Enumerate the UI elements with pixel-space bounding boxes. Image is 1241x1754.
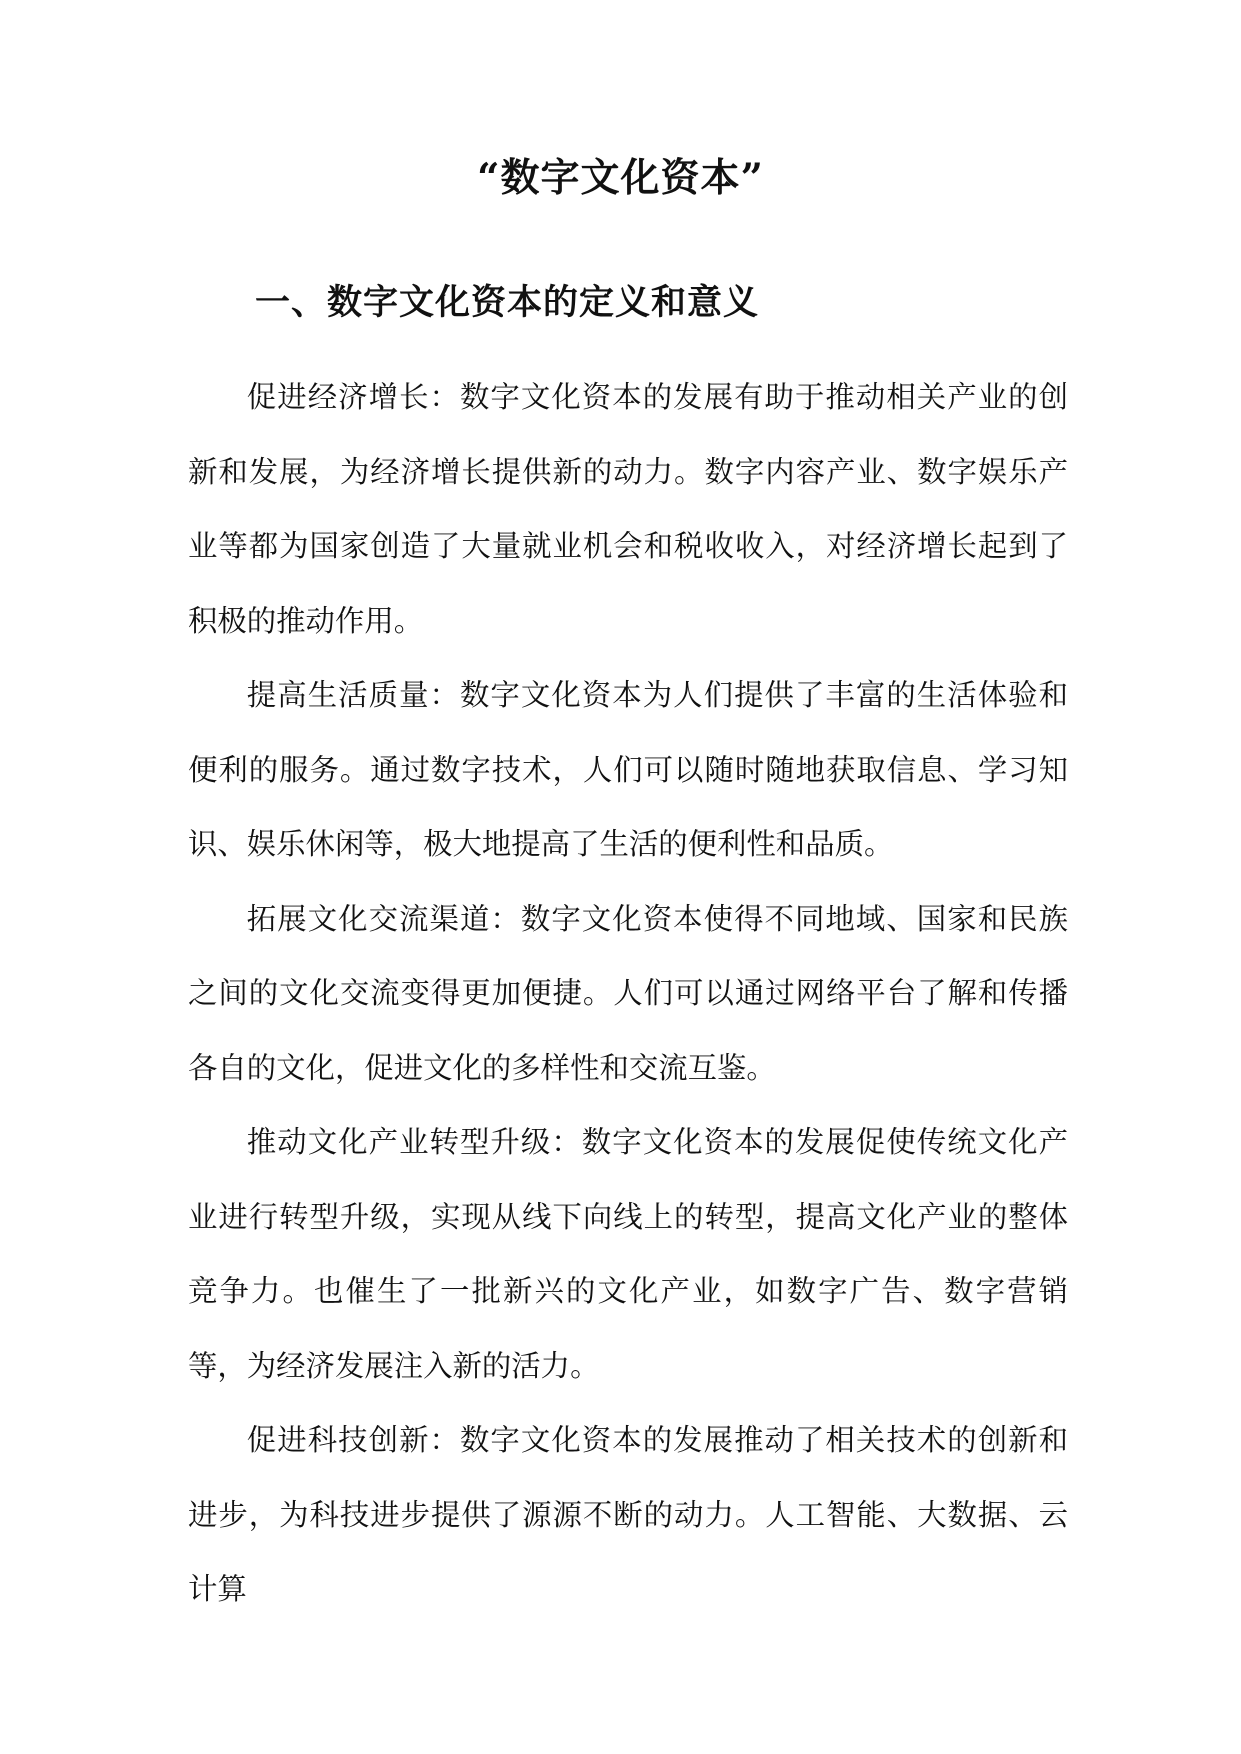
paragraph-industry-upgrade: 推动文化产业转型升级：数字文化资本的发展促使传统文化产业进行转型升级，实现从线下向线上的转型，提高文化产业的整体竞争力。也催生了一批新兴的文化产业，如数字广告、数字营销等，为经济发展注入新的活力。 — [188, 1125, 1068, 1383]
paragraph-cultural-exchange: 拓展文化交流渠道：数字文化资本使得不同地域、国家和民族之间的文化交流变得更加便捷。人们可以通过网络平台了解和传播各自的文化，促进文化的多样性和交流互鉴。 — [188, 901, 1068, 1085]
paragraph-tech-innovation: 促进科技创新：数字文化资本的发展推动了相关技术的创新和进步，为科技进步提供了源源不断的动力。人工智能、大数据、云计算 — [188, 1423, 1068, 1606]
document-title: “数字文化资本” — [477, 155, 764, 201]
paragraph-economic-growth: 促进经济增长：数字文化资本的发展有助于推动相关产业的创新和发展，为经济增长提供新的动力。数字内容产业、数字娱乐产业等都为国家创造了大量就业机会和税收收入，对经济增长起到了积极的推动作用。 — [188, 380, 1068, 638]
paragraph-quality-of-life: 提高生活质量：数字文化资本为人们提供了丰富的生活体验和便利的服务。通过数字技术，人们可以随时随地获取信息、学习知识、娱乐休闲等，极大地提高了生活的便利性和品质。 — [188, 678, 1068, 861]
section-heading: 一、数字文化资本的定义和意义 — [255, 282, 760, 323]
body-text — [188, 360, 1068, 1627]
